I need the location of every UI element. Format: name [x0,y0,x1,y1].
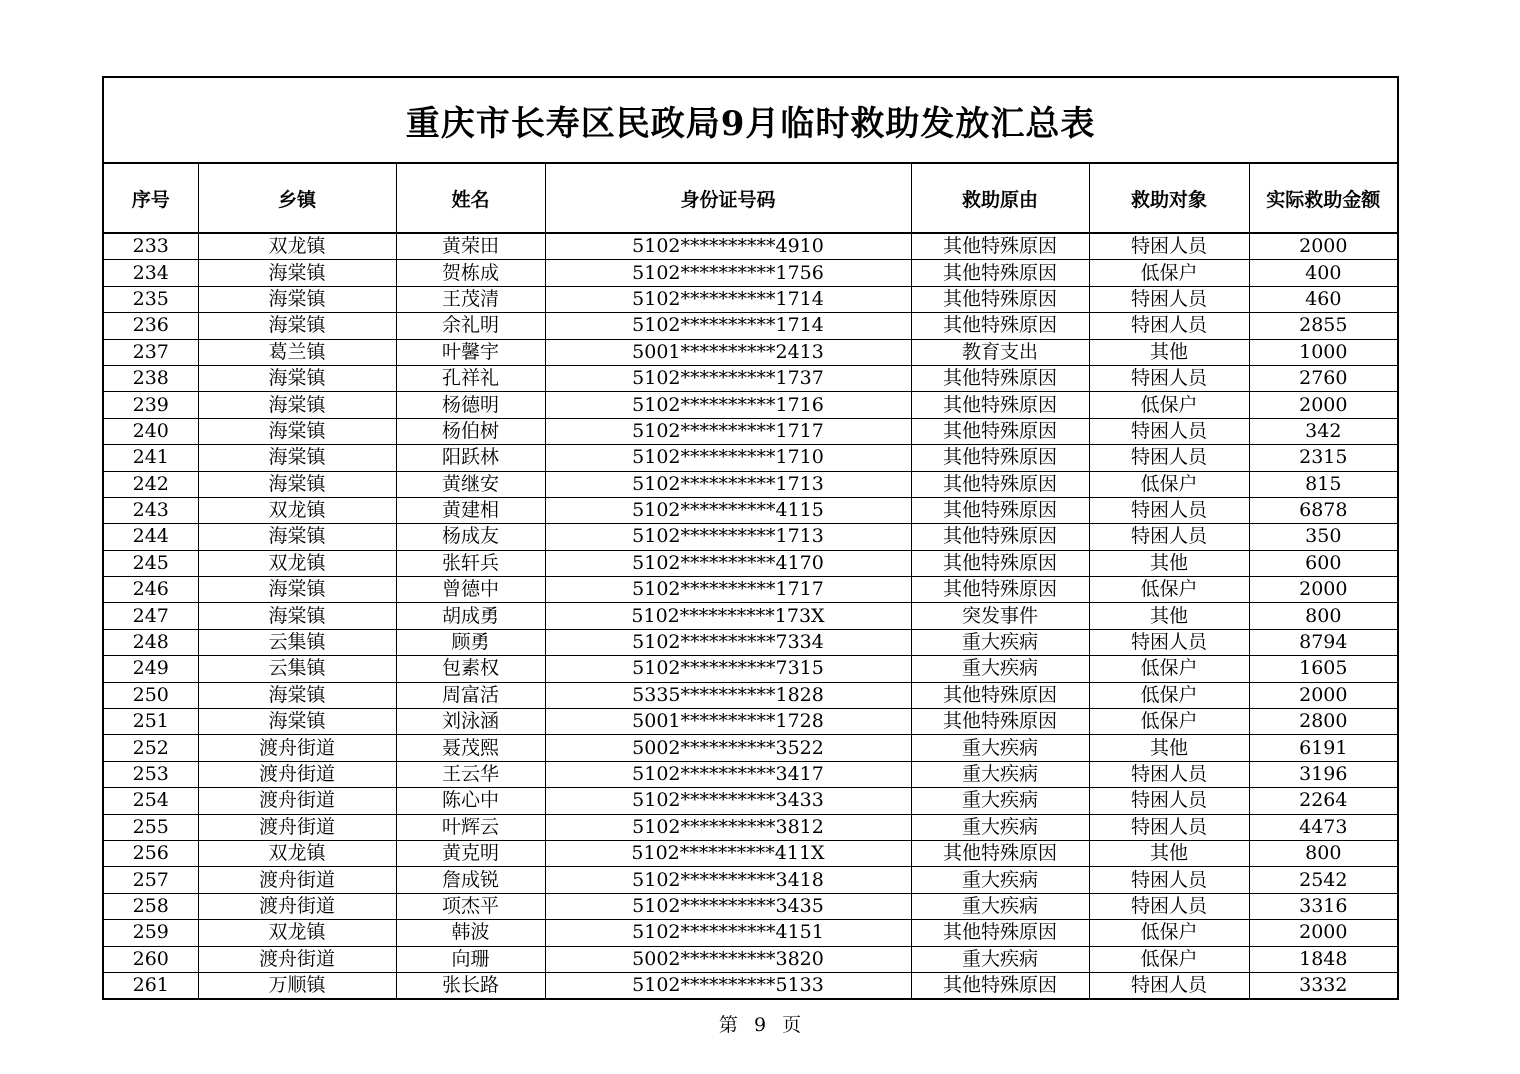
cell-township: 海棠镇 [198,577,396,603]
cell-recipient-type: 低保户 [1089,392,1249,418]
table-row [103,550,1398,576]
header-name: 姓名 [396,163,545,233]
cell-index: 259 [103,920,198,946]
cell-township: 海棠镇 [198,418,396,444]
table-row [103,524,1398,550]
cell-name: 杨成友 [396,524,545,550]
cell-recipient-type: 低保户 [1089,577,1249,603]
cell-id-number: 5102**********1713 [545,524,911,550]
cell-reason: 其他特殊原因 [911,392,1089,418]
cell-recipient-type: 低保户 [1089,709,1249,735]
cell-recipient-type: 特困人员 [1089,365,1249,391]
table-row [103,920,1398,946]
cell-recipient-type: 其他 [1089,550,1249,576]
cell-amount: 2855 [1249,313,1398,339]
relief-summary-table [102,76,1399,1000]
cell-recipient-type: 特困人员 [1089,524,1249,550]
header-id-number: 身份证号码 [545,163,911,233]
cell-reason: 重大疾病 [911,629,1089,655]
cell-index: 240 [103,418,198,444]
table-row [103,893,1398,919]
cell-township: 海棠镇 [198,709,396,735]
cell-id-number: 5102**********3433 [545,788,911,814]
cell-reason: 其他特殊原因 [911,840,1089,866]
cell-recipient-type: 低保户 [1089,946,1249,972]
page-prefix: 第 [718,1014,738,1036]
cell-recipient-type: 特困人员 [1089,629,1249,655]
cell-amount: 1000 [1249,339,1398,365]
header-index: 序号 [103,163,198,233]
header-row [103,163,1398,233]
table-row [103,603,1398,629]
cell-recipient-type: 特困人员 [1089,313,1249,339]
cell-name: 贺栋成 [396,260,545,286]
table-row [103,761,1398,787]
table-row [103,233,1398,260]
cell-reason: 重大疾病 [911,735,1089,761]
table-row [103,840,1398,866]
cell-recipient-type: 特困人员 [1089,418,1249,444]
cell-name: 包素权 [396,656,545,682]
cell-recipient-type: 低保户 [1089,471,1249,497]
cell-index: 252 [103,735,198,761]
cell-township: 渡舟街道 [198,946,396,972]
cell-index: 261 [103,972,198,999]
cell-township: 海棠镇 [198,524,396,550]
cell-index: 258 [103,893,198,919]
cell-reason: 重大疾病 [911,867,1089,893]
cell-name: 张长路 [396,972,545,999]
cell-reason: 其他特殊原因 [911,313,1089,339]
cell-index: 244 [103,524,198,550]
cell-township: 海棠镇 [198,471,396,497]
cell-amount: 342 [1249,418,1398,444]
table-row [103,788,1398,814]
table-row [103,392,1398,418]
cell-amount: 6878 [1249,497,1398,523]
cell-name: 杨德明 [396,392,545,418]
cell-id-number: 5001**********2413 [545,339,911,365]
cell-reason: 重大疾病 [911,656,1089,682]
cell-reason: 其他特殊原因 [911,471,1089,497]
cell-id-number: 5102**********5133 [545,972,911,999]
cell-id-number: 5102**********4151 [545,920,911,946]
cell-index: 251 [103,709,198,735]
cell-id-number: 5001**********1728 [545,709,911,735]
table-row [103,972,1398,999]
cell-recipient-type: 低保户 [1089,920,1249,946]
cell-township: 双龙镇 [198,840,396,866]
cell-id-number: 5102**********4910 [545,233,911,260]
cell-index: 239 [103,392,198,418]
cell-index: 260 [103,946,198,972]
cell-id-number: 5102**********411X [545,840,911,866]
cell-name: 黄继安 [396,471,545,497]
table-row [103,814,1398,840]
cell-id-number: 5102**********7315 [545,656,911,682]
cell-id-number: 5102**********4115 [545,497,911,523]
cell-reason: 其他特殊原因 [911,524,1089,550]
cell-recipient-type: 特困人员 [1089,867,1249,893]
cell-amount: 460 [1249,286,1398,312]
table-row [103,313,1398,339]
cell-reason: 其他特殊原因 [911,682,1089,708]
table-row [103,418,1398,444]
cell-id-number: 5102**********1737 [545,365,911,391]
table-title: 重庆市长寿区民政局9月临时救助发放汇总表 [103,77,1398,163]
cell-id-number: 5102**********3435 [545,893,911,919]
cell-id-number: 5102**********1717 [545,577,911,603]
cell-reason: 其他特殊原因 [911,497,1089,523]
cell-amount: 3316 [1249,893,1398,919]
cell-id-number: 5102**********173X [545,603,911,629]
cell-recipient-type: 其他 [1089,735,1249,761]
table-row [103,656,1398,682]
cell-name: 黄建相 [396,497,545,523]
cell-recipient-type: 低保户 [1089,656,1249,682]
cell-index: 237 [103,339,198,365]
cell-index: 247 [103,603,198,629]
cell-township: 双龙镇 [198,497,396,523]
cell-index: 238 [103,365,198,391]
cell-id-number: 5102**********3812 [545,814,911,840]
cell-index: 253 [103,761,198,787]
cell-id-number: 5102**********1717 [545,418,911,444]
cell-recipient-type: 特困人员 [1089,788,1249,814]
cell-amount: 3332 [1249,972,1398,999]
cell-reason: 其他特殊原因 [911,445,1089,471]
table-row [103,735,1398,761]
cell-amount: 2000 [1249,577,1398,603]
cell-id-number: 5102**********1716 [545,392,911,418]
cell-id-number: 5102**********7334 [545,629,911,655]
cell-amount: 815 [1249,471,1398,497]
cell-reason: 重大疾病 [911,893,1089,919]
cell-index: 255 [103,814,198,840]
cell-township: 双龙镇 [198,550,396,576]
cell-township: 云集镇 [198,629,396,655]
cell-name: 叶馨宇 [396,339,545,365]
table-row [103,365,1398,391]
cell-id-number: 5002**********3820 [545,946,911,972]
cell-id-number: 5102**********1714 [545,286,911,312]
cell-township: 海棠镇 [198,682,396,708]
cell-name: 杨伯树 [396,418,545,444]
page-number: 9 [753,1014,767,1036]
cell-name: 顾勇 [396,629,545,655]
cell-township: 渡舟街道 [198,788,396,814]
cell-id-number: 5102**********1713 [545,471,911,497]
cell-name: 聂茂熙 [396,735,545,761]
cell-index: 250 [103,682,198,708]
table-row [103,867,1398,893]
cell-amount: 2760 [1249,365,1398,391]
cell-amount: 2264 [1249,788,1398,814]
cell-name: 周富活 [396,682,545,708]
cell-recipient-type: 特困人员 [1089,286,1249,312]
cell-reason: 其他特殊原因 [911,418,1089,444]
cell-name: 陈心中 [396,788,545,814]
cell-township: 海棠镇 [198,603,396,629]
cell-amount: 8794 [1249,629,1398,655]
table-row [103,339,1398,365]
cell-name: 张轩兵 [396,550,545,576]
header-amount: 实际救助金额 [1249,163,1398,233]
cell-recipient-type: 特困人员 [1089,233,1249,260]
cell-reason: 突发事件 [911,603,1089,629]
cell-township: 云集镇 [198,656,396,682]
table-row [103,946,1398,972]
cell-township: 渡舟街道 [198,735,396,761]
cell-township: 万顺镇 [198,972,396,999]
header-recipient-type: 救助对象 [1089,163,1249,233]
cell-reason: 其他特殊原因 [911,920,1089,946]
cell-recipient-type: 特困人员 [1089,893,1249,919]
cell-amount: 6191 [1249,735,1398,761]
table-row [103,709,1398,735]
cell-recipient-type: 特困人员 [1089,972,1249,999]
cell-index: 249 [103,656,198,682]
cell-reason: 其他特殊原因 [911,709,1089,735]
cell-township: 海棠镇 [198,445,396,471]
cell-name: 余礼明 [396,313,545,339]
cell-amount: 2000 [1249,920,1398,946]
cell-reason: 其他特殊原因 [911,577,1089,603]
cell-reason: 其他特殊原因 [911,972,1089,999]
cell-id-number: 5335**********1828 [545,682,911,708]
cell-recipient-type: 特困人员 [1089,814,1249,840]
cell-reason: 其他特殊原因 [911,550,1089,576]
cell-reason: 重大疾病 [911,946,1089,972]
cell-township: 渡舟街道 [198,867,396,893]
cell-index: 245 [103,550,198,576]
cell-amount: 2800 [1249,709,1398,735]
cell-recipient-type: 低保户 [1089,682,1249,708]
cell-reason: 重大疾病 [911,761,1089,787]
cell-reason: 其他特殊原因 [911,260,1089,286]
cell-index: 254 [103,788,198,814]
cell-amount: 3196 [1249,761,1398,787]
cell-township: 渡舟街道 [198,893,396,919]
cell-amount: 800 [1249,603,1398,629]
page-suffix: 页 [782,1014,802,1036]
cell-amount: 350 [1249,524,1398,550]
cell-index: 241 [103,445,198,471]
cell-township: 双龙镇 [198,233,396,260]
cell-amount: 1605 [1249,656,1398,682]
cell-id-number: 5002**********3522 [545,735,911,761]
cell-name: 阳跃林 [396,445,545,471]
table-row [103,260,1398,286]
cell-reason: 教育支出 [911,339,1089,365]
cell-township: 葛兰镇 [198,339,396,365]
page-footer [0,1010,1520,1037]
cell-amount: 400 [1249,260,1398,286]
cell-township: 渡舟街道 [198,814,396,840]
cell-id-number: 5102**********4170 [545,550,911,576]
cell-name: 孔祥礼 [396,365,545,391]
cell-amount: 2000 [1249,682,1398,708]
cell-amount: 1848 [1249,946,1398,972]
table-row [103,286,1398,312]
cell-name: 詹成锐 [396,867,545,893]
cell-index: 243 [103,497,198,523]
cell-reason: 重大疾病 [911,814,1089,840]
cell-amount: 2542 [1249,867,1398,893]
header-reason: 救助原由 [911,163,1089,233]
cell-id-number: 5102**********1756 [545,260,911,286]
cell-township: 双龙镇 [198,920,396,946]
table-row [103,629,1398,655]
cell-name: 王云华 [396,761,545,787]
cell-name: 刘泳涵 [396,709,545,735]
cell-index: 256 [103,840,198,866]
cell-id-number: 5102**********3418 [545,867,911,893]
cell-township: 海棠镇 [198,392,396,418]
cell-recipient-type: 其他 [1089,603,1249,629]
cell-amount: 4473 [1249,814,1398,840]
cell-recipient-type: 其他 [1089,339,1249,365]
cell-name: 叶辉云 [396,814,545,840]
cell-name: 黄克明 [396,840,545,866]
cell-amount: 800 [1249,840,1398,866]
cell-recipient-type: 特困人员 [1089,497,1249,523]
cell-index: 233 [103,233,198,260]
cell-township: 渡舟街道 [198,761,396,787]
cell-recipient-type: 低保户 [1089,260,1249,286]
cell-name: 胡成勇 [396,603,545,629]
table-row [103,445,1398,471]
table-row [103,682,1398,708]
cell-name: 王茂清 [396,286,545,312]
cell-township: 海棠镇 [198,260,396,286]
cell-name: 项杰平 [396,893,545,919]
cell-index: 242 [103,471,198,497]
cell-name: 黄荣田 [396,233,545,260]
cell-index: 235 [103,286,198,312]
cell-amount: 2000 [1249,392,1398,418]
cell-amount: 2000 [1249,233,1398,260]
cell-reason: 重大疾病 [911,788,1089,814]
cell-id-number: 5102**********1710 [545,445,911,471]
cell-name: 曾德中 [396,577,545,603]
cell-amount: 600 [1249,550,1398,576]
cell-township: 海棠镇 [198,365,396,391]
table-body [103,233,1398,999]
cell-recipient-type: 其他 [1089,840,1249,866]
cell-id-number: 5102**********3417 [545,761,911,787]
table-row [103,471,1398,497]
header-township: 乡镇 [198,163,396,233]
cell-reason: 其他特殊原因 [911,365,1089,391]
cell-amount: 2315 [1249,445,1398,471]
cell-reason: 其他特殊原因 [911,233,1089,260]
cell-reason: 其他特殊原因 [911,286,1089,312]
cell-index: 236 [103,313,198,339]
cell-township: 海棠镇 [198,286,396,312]
cell-index: 246 [103,577,198,603]
cell-township: 海棠镇 [198,313,396,339]
table-row [103,577,1398,603]
cell-id-number: 5102**********1714 [545,313,911,339]
cell-recipient-type: 特困人员 [1089,761,1249,787]
cell-name: 向珊 [396,946,545,972]
cell-name: 韩波 [396,920,545,946]
cell-index: 234 [103,260,198,286]
cell-index: 257 [103,867,198,893]
table-row [103,497,1398,523]
cell-index: 248 [103,629,198,655]
cell-recipient-type: 特困人员 [1089,445,1249,471]
